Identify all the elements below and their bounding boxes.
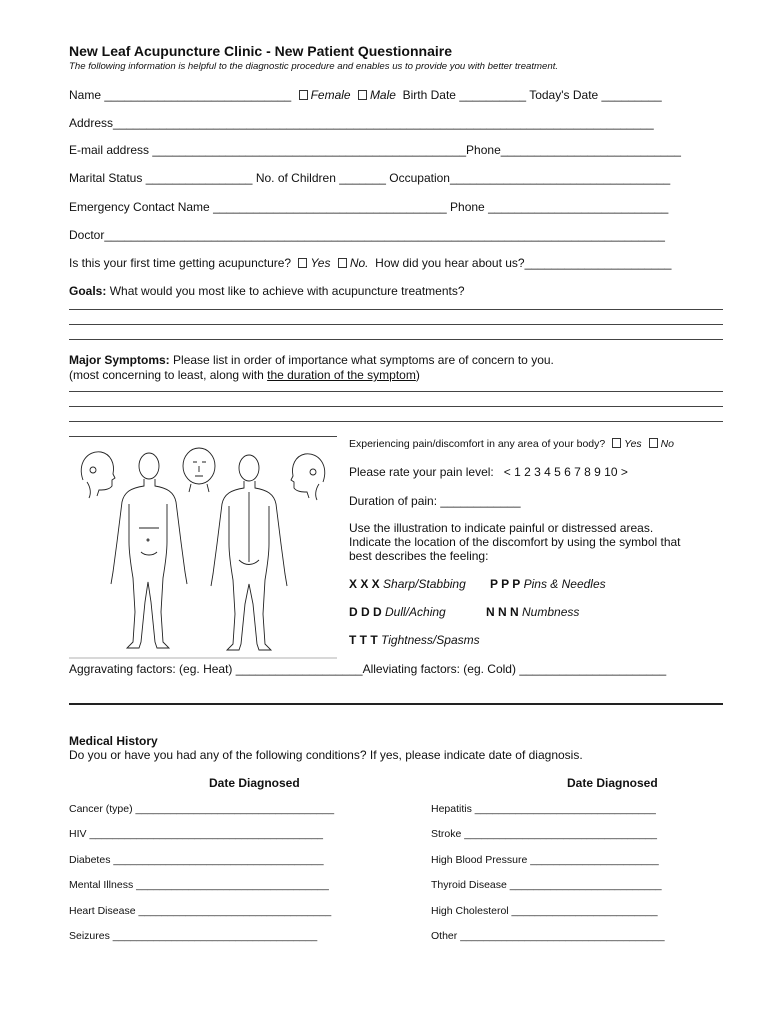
symbol-sharp-code: X X X bbox=[349, 577, 380, 591]
goals-heading: Goals: bbox=[69, 284, 107, 298]
hear-field[interactable]: ______________________ bbox=[524, 256, 672, 270]
pain-yes-checkbox[interactable] bbox=[612, 438, 621, 448]
no-checkbox[interactable] bbox=[338, 258, 347, 268]
symptoms-line-1[interactable] bbox=[69, 391, 723, 392]
yes-checkbox[interactable] bbox=[298, 258, 307, 268]
symbol-dull bbox=[349, 605, 446, 619]
left-profile-head-icon bbox=[81, 452, 115, 498]
emergency-label: Emergency Contact Name bbox=[69, 200, 210, 214]
todays-date-label: Today's Date bbox=[529, 88, 599, 102]
email-field[interactable]: _______________________________________________ bbox=[152, 143, 467, 157]
symptoms-line-4[interactable] bbox=[69, 436, 337, 437]
symbol-dull-desc: Dull/Aching bbox=[385, 605, 446, 619]
condition-label: Cancer (type) bbox=[69, 803, 133, 815]
condition-label: Diabetes bbox=[69, 854, 111, 866]
pain-scale[interactable]: < 1 2 3 4 5 6 7 8 9 10 > bbox=[503, 465, 628, 479]
emergency-row bbox=[69, 200, 668, 214]
condition-label: HIV bbox=[69, 828, 87, 840]
pain-no-label: No bbox=[660, 438, 675, 450]
birth-date-label: Birth Date bbox=[402, 88, 456, 102]
symbol-tight-code: T T T bbox=[349, 633, 378, 647]
pain-duration-field[interactable]: ____________ bbox=[440, 494, 521, 508]
pain-no-checkbox[interactable] bbox=[649, 438, 658, 448]
symptoms-text: Please list in order of importance what symptoms are of concern to you. bbox=[173, 353, 554, 367]
goals-line-2[interactable] bbox=[69, 324, 723, 325]
symptoms-row bbox=[69, 353, 554, 367]
alleviating-label: Alleviating factors: (eg. Cold) bbox=[362, 662, 516, 676]
phone-field[interactable]: ___________________________ bbox=[500, 143, 681, 157]
children-field[interactable]: _______ bbox=[339, 171, 386, 185]
phone-label: Phone bbox=[466, 143, 501, 157]
doctor-field[interactable]: ____________________________________________________________________________________ bbox=[104, 228, 665, 242]
symbol-pins-desc: Pins & Needles bbox=[523, 577, 606, 591]
date-diagnosed-header-right: Date Diagnosed bbox=[567, 776, 658, 790]
emergency-phone-field[interactable]: ___________________________ bbox=[488, 200, 669, 214]
todays-date-field[interactable]: _________ bbox=[601, 88, 662, 102]
alleviating-field[interactable]: ______________________ bbox=[519, 662, 667, 676]
symbol-numb-desc: Numbness bbox=[522, 605, 580, 619]
form-title: New Leaf Acupuncture Clinic - New Patient Questionnaire bbox=[69, 43, 452, 59]
condition-label: Stroke bbox=[431, 828, 462, 840]
condition-hiv bbox=[69, 828, 323, 840]
address-row bbox=[69, 116, 654, 130]
condition-date-field[interactable]: __________________________ bbox=[509, 879, 662, 891]
symbol-pins bbox=[490, 577, 606, 591]
occupation-field[interactable]: _________________________________ bbox=[449, 171, 671, 185]
goals-line-1[interactable] bbox=[69, 309, 723, 310]
condition-stroke bbox=[431, 828, 657, 840]
condition-date-field[interactable]: _________________________________ bbox=[464, 828, 657, 840]
symbol-tight-desc: Tightness/Spasms bbox=[381, 633, 480, 647]
symptoms-heading: Major Symptoms: bbox=[69, 353, 170, 367]
condition-other bbox=[431, 930, 665, 942]
date-diagnosed-header-left: Date Diagnosed bbox=[209, 776, 300, 790]
symbol-pins-code: P P P bbox=[490, 577, 521, 591]
condition-date-field[interactable]: _________________________________ bbox=[136, 879, 329, 891]
symptoms-duration-text: the duration of the symptom bbox=[267, 368, 416, 382]
symbol-tight bbox=[349, 633, 480, 647]
name-label: Name bbox=[69, 88, 102, 102]
section-divider bbox=[69, 703, 723, 705]
address-field[interactable]: _________________________________________________________________________________ bbox=[113, 116, 654, 130]
condition-date-field[interactable]: ________________________________________ bbox=[89, 828, 324, 840]
male-label: Male bbox=[369, 88, 396, 102]
pain-question-row bbox=[349, 438, 674, 450]
pain-rate-label: Please rate your pain level: bbox=[349, 465, 494, 479]
condition-label: Other bbox=[431, 930, 458, 942]
email-label: E-mail address bbox=[69, 143, 150, 157]
body-illustration[interactable] bbox=[69, 442, 337, 660]
pain-instructions-2: Indicate the location of the discomfort by using the symbol that bbox=[349, 535, 681, 549]
front-body-icon bbox=[111, 453, 187, 648]
symptoms-line-3[interactable] bbox=[69, 421, 723, 422]
email-row bbox=[69, 143, 681, 157]
pain-rate-row bbox=[349, 465, 628, 479]
first-time-question: Is this your first time getting acupuncture? bbox=[69, 256, 292, 270]
condition-date-field[interactable]: ______________________ bbox=[530, 854, 659, 866]
marital-label: Marital Status bbox=[69, 171, 143, 185]
birth-date-field[interactable]: __________ bbox=[459, 88, 527, 102]
condition-date-field[interactable]: _________________________ bbox=[511, 905, 658, 917]
medical-history-heading: Medical History bbox=[69, 734, 158, 748]
pain-duration-label: Duration of pain: bbox=[349, 494, 438, 508]
goals-text: What would you most like to achieve with acupuncture treatments? bbox=[109, 284, 465, 298]
condition-date-field[interactable]: ____________________________________ bbox=[113, 854, 324, 866]
doctor-row bbox=[69, 228, 665, 242]
symbol-numb bbox=[486, 605, 579, 619]
symptoms-line-2[interactable] bbox=[69, 406, 723, 407]
right-profile-head-icon bbox=[291, 454, 325, 500]
symbol-sharp bbox=[349, 577, 466, 591]
condition-label: Seizures bbox=[69, 930, 110, 942]
medical-history-question: Do you or have you had any of the following conditions? If yes, please indicate date of diagnosis. bbox=[69, 748, 583, 762]
condition-high-blood-pressure bbox=[431, 854, 659, 866]
pain-yes-label: Yes bbox=[624, 438, 642, 450]
condition-mental-illness bbox=[69, 879, 329, 891]
condition-date-field[interactable]: _________________________________ bbox=[138, 905, 332, 917]
goals-row bbox=[69, 284, 465, 298]
name-field[interactable]: ____________________________ bbox=[104, 88, 292, 102]
factors-row bbox=[69, 662, 666, 676]
condition-date-field[interactable]: ___________________________________ bbox=[112, 930, 318, 942]
condition-heart-disease bbox=[69, 905, 331, 917]
symptoms-line2-suffix: ) bbox=[415, 368, 420, 382]
condition-date-field[interactable]: __________________________________ bbox=[135, 803, 335, 815]
yes-label: Yes bbox=[310, 256, 331, 270]
pain-duration-row bbox=[349, 494, 521, 508]
marital-row bbox=[69, 171, 670, 185]
symptoms-line2-prefix: (most concerning to least, along with bbox=[69, 368, 268, 382]
condition-diabetes bbox=[69, 854, 324, 866]
back-body-icon bbox=[211, 455, 287, 650]
aggravating-field[interactable]: ___________________ bbox=[235, 662, 363, 676]
pain-instructions-3: best describes the feeling: bbox=[349, 549, 489, 563]
aggravating-label: Aggravating factors: (eg. Heat) bbox=[69, 662, 233, 676]
male-checkbox[interactable] bbox=[358, 90, 367, 100]
no-label: No. bbox=[349, 256, 369, 270]
female-label: Female bbox=[310, 88, 351, 102]
condition-thyroid-disease bbox=[431, 879, 662, 891]
pain-question: Experiencing pain/discomfort in any area of your body? bbox=[349, 438, 606, 450]
condition-label: Heart Disease bbox=[69, 905, 136, 917]
condition-label: High Blood Pressure bbox=[431, 854, 528, 866]
condition-cancer bbox=[69, 803, 334, 815]
symptoms-line2 bbox=[69, 368, 420, 382]
emergency-phone-label: Phone bbox=[450, 200, 485, 214]
form-subtitle: The following information is helpful to the diagnostic procedure and enables us to provide you with better treatment. bbox=[69, 61, 559, 72]
condition-label: Mental Illness bbox=[69, 879, 134, 891]
goals-line-3[interactable] bbox=[69, 339, 723, 340]
condition-high-cholesterol bbox=[431, 905, 658, 917]
symbol-sharp-desc: Sharp/Stabbing bbox=[383, 577, 466, 591]
emergency-field[interactable]: ___________________________________ bbox=[213, 200, 447, 214]
doctor-label: Doctor bbox=[69, 228, 105, 242]
condition-date-field[interactable]: ___________________________________ bbox=[460, 930, 665, 942]
condition-hepatitis bbox=[431, 803, 656, 815]
children-label: No. of Children bbox=[255, 171, 336, 185]
pain-instructions-1: Use the illustration to indicate painful or distressed areas. bbox=[349, 521, 654, 535]
condition-label: High Cholesterol bbox=[431, 905, 509, 917]
condition-label: Thyroid Disease bbox=[431, 879, 507, 891]
condition-seizures bbox=[69, 930, 317, 942]
address-label: Address bbox=[69, 116, 114, 130]
female-checkbox[interactable] bbox=[299, 90, 308, 100]
symbol-dull-code: D D D bbox=[349, 605, 382, 619]
condition-label: Hepatitis bbox=[431, 803, 472, 815]
marital-field[interactable]: ________________ bbox=[145, 171, 253, 185]
condition-date-field[interactable]: _______________________________ bbox=[474, 803, 656, 815]
name-row bbox=[69, 88, 662, 102]
front-face-icon bbox=[183, 448, 215, 492]
first-time-row bbox=[69, 256, 671, 270]
hear-label: How did you hear about us? bbox=[375, 256, 525, 270]
occupation-label: Occupation bbox=[389, 171, 450, 185]
symbol-numb-code: N N N bbox=[486, 605, 519, 619]
